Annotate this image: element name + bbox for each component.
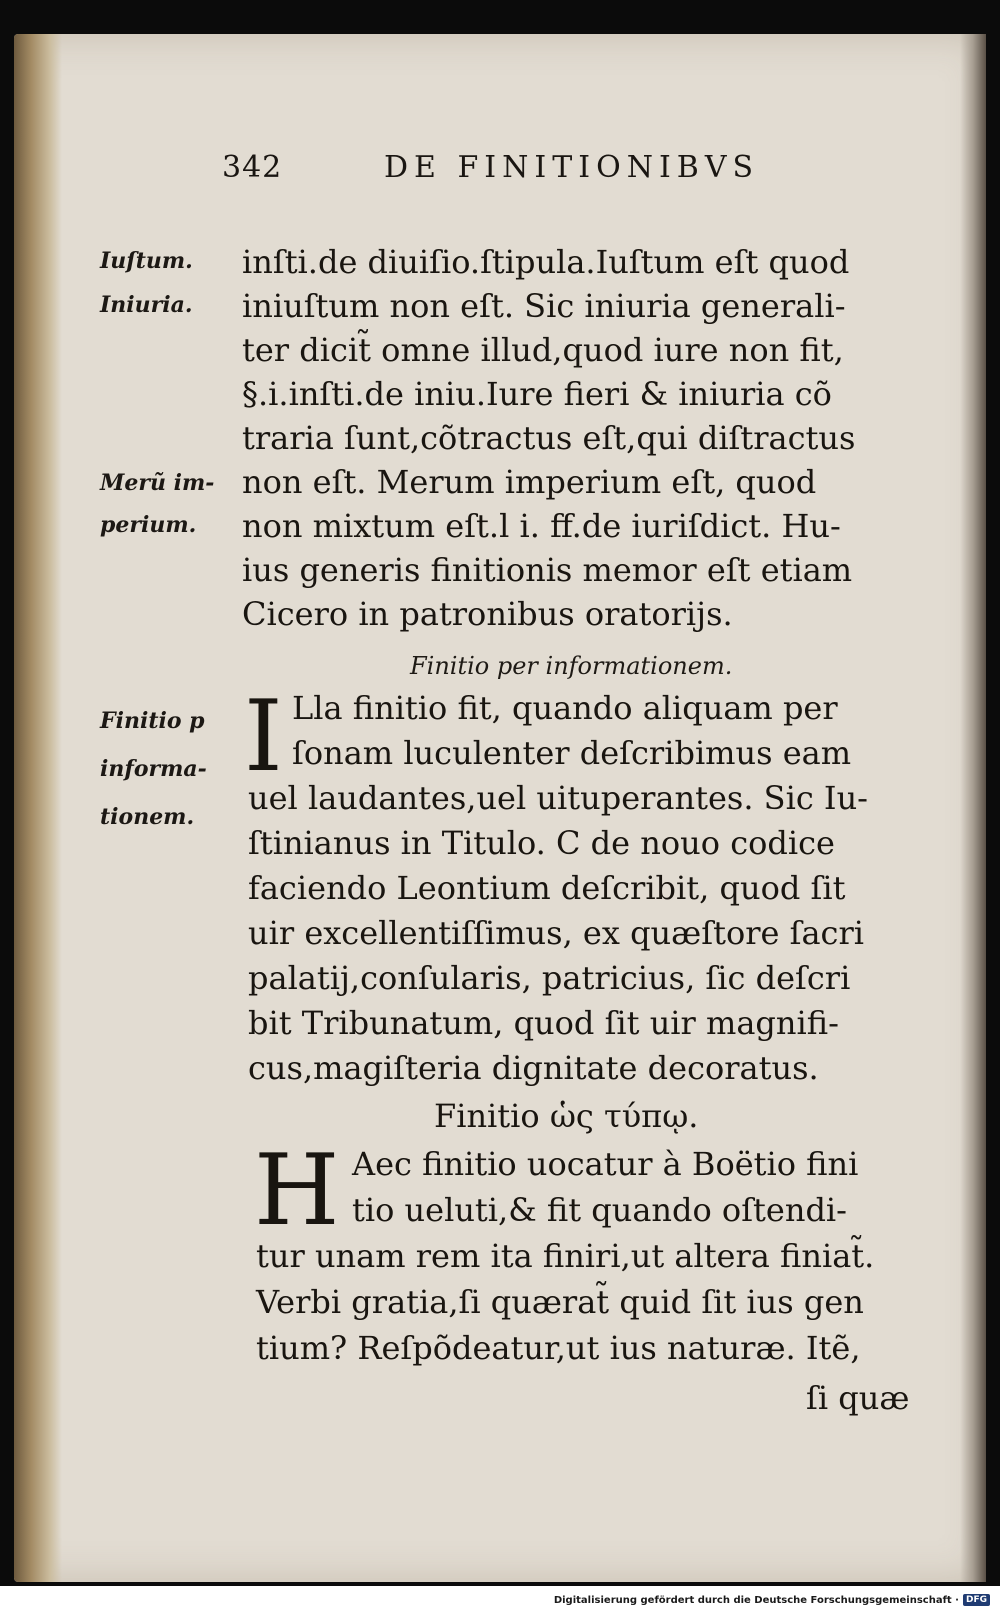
margin-note: tionem.: [100, 804, 195, 830]
footer-text: Digitalisierung gefördert durch die Deutsche Forschungsgemeinschaft ·: [553, 1594, 959, 1606]
subheading: Finitio ὡς τύπῳ.: [434, 1097, 699, 1135]
margin-note: Iuſtum.: [100, 248, 193, 274]
text-line: cus,magiſteria dignitate decoratus.: [248, 1049, 819, 1087]
drop-cap: H: [254, 1134, 340, 1248]
text-line: Aec finitio uocatur à Boëtio fini: [352, 1145, 859, 1183]
text-line: ius generis finitionis memor eſt etiam: [242, 551, 853, 589]
footer: [554, 1594, 990, 1606]
margin-note: Merũ im-: [100, 470, 215, 496]
text-line: traria ſunt,cõtractus eſt,qui diſtractus: [242, 419, 856, 457]
text-line: uel laudantes,uel uituperantes. Sic Iu-: [248, 779, 868, 817]
page-gutter: [14, 34, 62, 1582]
text-line: ſonam luculenter deſcribimus eam: [292, 734, 852, 772]
text-line: uir excellentiſſimus, ex quæſtore ſacri: [248, 914, 864, 952]
text-line: Lla finitio fit, quando aliquam per: [292, 689, 838, 727]
text-line: faciendo Leontium deſcribit, quod ſit: [248, 869, 846, 907]
text-line: ter dicit̃ omne illud,quod iure non fit,: [242, 331, 844, 369]
margin-note: informa-: [100, 756, 207, 782]
text-line: bit Tribunatum, quod ſit uir magnifi-: [248, 1004, 839, 1042]
text-line: Verbi gratia,ſi quærat̃ quid ſit ius gen: [256, 1283, 864, 1321]
dfg-logo: DFG: [963, 1594, 990, 1606]
text-line: tur unam rem ita finiri,ut altera finiat̃.: [256, 1237, 875, 1275]
catchword: ſi quæ: [806, 1379, 910, 1417]
drop-cap: I: [244, 680, 283, 794]
subheading: Finitio per informationem.: [410, 652, 733, 680]
text-line: iniuſtum non eſt. Sic iniuria generali-: [242, 287, 846, 325]
text-line: inſti.de diuiſio.ſtipula.Iuſtum eſt quod: [242, 243, 850, 281]
page-number: 342: [222, 150, 283, 185]
text-line: tio ueluti,& fit quando oſtendi-: [352, 1191, 847, 1229]
text-line: non mixtum eſt.l i. ff.de iuriſdict. Hu-: [242, 507, 841, 545]
margin-note: Iniuria.: [100, 292, 193, 318]
text-line: Cicero in patronibus oratorijs.: [242, 595, 733, 633]
margin-note: Finitio p: [100, 708, 205, 734]
text-line: tium? Reſpõdeatur,ut ius naturæ. Itẽ,: [256, 1329, 861, 1367]
page-edge-shadow: [960, 34, 986, 1582]
text-line: non eſt. Merum imperium eſt, quod: [242, 463, 817, 501]
text-line: §.i.inſti.de iniu.Iure fieri & iniuria cõ: [242, 375, 832, 413]
text-line: ſtinianus in Titulo. C de nouo codice: [248, 824, 835, 862]
running-head: DE FINITIONIBVS: [384, 150, 760, 185]
margin-note: perium.: [100, 512, 197, 538]
text-line: palatij,conſularis, patricius, ſic deſcri: [248, 959, 851, 997]
